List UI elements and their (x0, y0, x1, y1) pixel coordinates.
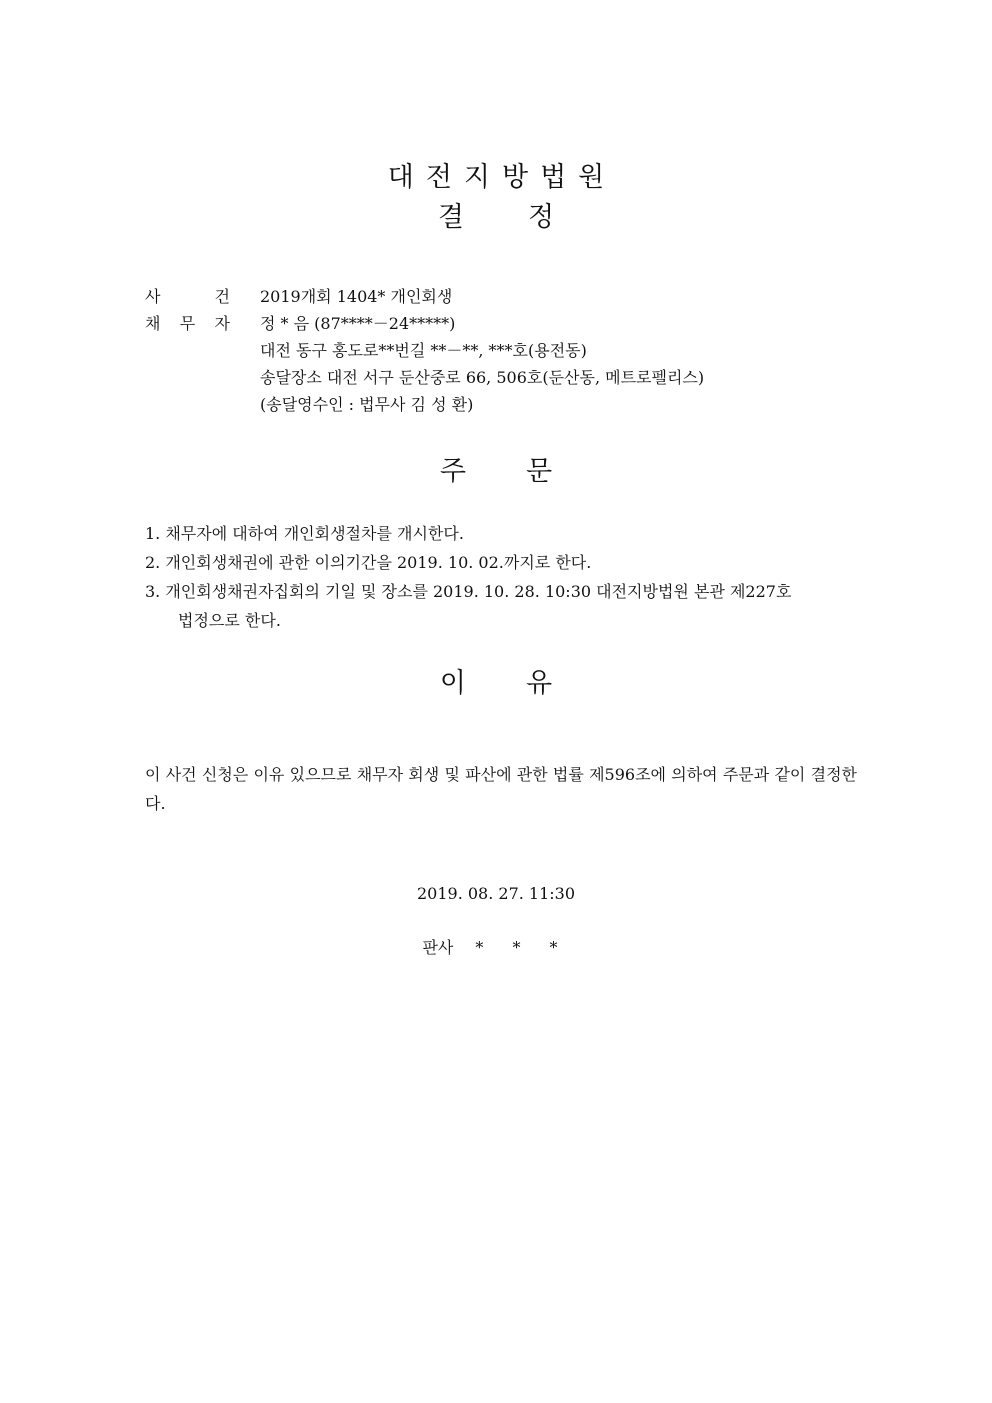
debtor-name: 정 * 음 (87****－24*****) (260, 314, 456, 333)
debtor-address: 대전 동구 홍도로**번길 **－**, ***호(용전동) (260, 341, 587, 360)
order-item: 1. 채무자에 대하여 개인회생절차를 개시한다. (145, 524, 464, 543)
case-label: 사 건 (145, 287, 230, 306)
judge-name: * * * (475, 938, 570, 957)
case-number: 2019개회 1404* 개인회생 (260, 287, 453, 306)
order-item: 2. 개인회생채권에 관한 이의기간을 2019. 10. 02.까지로 한다. (145, 553, 592, 572)
order-item-continuation: 법정으로 한다. (178, 611, 281, 630)
address-row (145, 336, 865, 363)
delivery-recipient: (송달영수인 : 법무사 김 성 환) (260, 395, 474, 414)
order-list (145, 519, 857, 635)
document-title: 결정 (437, 202, 619, 233)
reason-text: 이 사건 신청은 이유 있으므로 채무자 회생 및 파산에 관한 법률 제596조에 의하여 주문과 같이 결정한다. (145, 765, 857, 813)
order-item: 3. 개인회생채권자집회의 기일 및 장소를 2019. 10. 28. 10:30 대전지방법원 본관 제227호 (145, 582, 792, 601)
judge-label: 판사 (422, 938, 454, 957)
delivery-recipient-row (145, 390, 865, 417)
order-heading: 주문 (439, 456, 613, 487)
case-info (145, 282, 865, 417)
case-row (145, 282, 865, 309)
judge-signature (0, 934, 992, 962)
decision-date: 2019. 08. 27. 11:30 (416, 884, 576, 903)
debtor-label: 채 무 자 (145, 314, 230, 333)
delivery-place: 송달장소 대전 서구 둔산중로 66, 506호(둔산동, 메트로펠리스) (260, 368, 705, 387)
delivery-place-row (145, 363, 865, 390)
debtor-row (145, 309, 865, 336)
reason-heading: 이유 (439, 668, 613, 699)
court-name: 대전지방법원 (387, 162, 617, 193)
